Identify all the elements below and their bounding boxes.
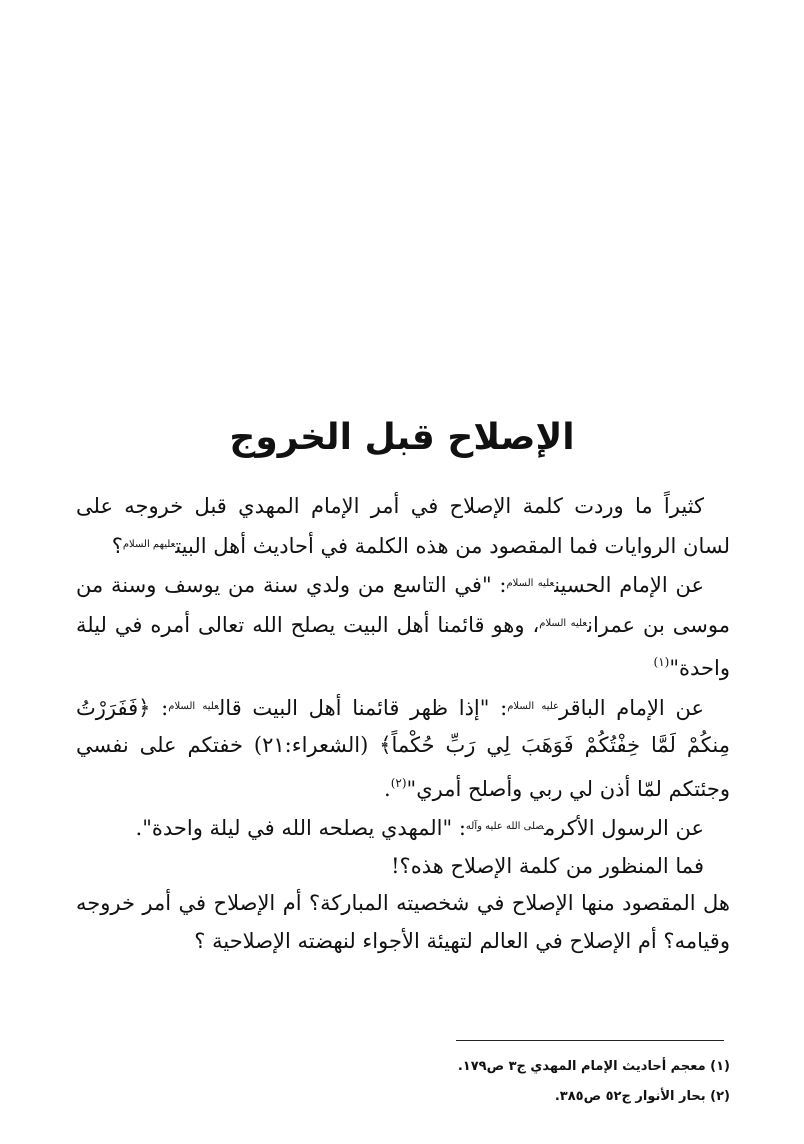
honorific-mark: عليه السلام (168, 700, 219, 712)
honorific-mark: عليه السلام (506, 578, 555, 589)
paragraph-hadith-hussein (76, 565, 730, 688)
question-mark: ؟ (111, 533, 123, 558)
chapter-title: الإصلاح قبل الخروج (229, 417, 575, 458)
paragraph-hadith-baqir (76, 688, 730, 809)
hadith-text: ، وهو قائمنا أهل البيت يصلح الله تعالى أمره في ليلة واحدة" (76, 612, 730, 680)
hadith-text: : "في التاسع من ولدي سنة من يوسف وسنة من موسى بن عمران (76, 573, 730, 637)
honorific-mark: عليهم السلام (122, 538, 176, 550)
narrator-label: عن الرسول الأكرم (543, 816, 704, 840)
honorific-mark: صلى الله عليه وآله (465, 821, 544, 832)
paragraph-intro-text: كثيراً ما وردت كلمة الإصلاح في أمر الإمام المهدي قبل خروجه على لسان الروايات فما المقصود من هذه الكلمة في أحاديث أهل البيت (76, 494, 730, 558)
paragraph-intro (76, 488, 730, 565)
footnote-1: (١) معجم أحاديث الإمام المهدي ج٣ ص١٧٩. (457, 1059, 730, 1074)
paragraph-question: فما المنظور من كلمة الإصلاح هذه؟! (391, 853, 704, 878)
honorific-mark: عليه السلام (539, 617, 588, 629)
paragraph-questions-list: هل المقصود منها الإصلاح في شخصيته المباركة؟ أم الإصلاح في أمر خروجه وقيامه؟ أم الإصلاح في العالم لتهيئة الأجواء لنهضته الإصلاحية ؟ (76, 891, 730, 953)
period-mark: . (384, 776, 391, 801)
hadith-text: : ﴿فَفَرَرْتُ مِنكُمْ لَمَّا خِفْتُكُمْ فَوَهَبَ لِي رَبِّ حُكْماً﴾ (الشعراء:٢١) خفتكم على نفسي وجئتكم لمّا أذن لي ربي وأصلح أمري" (76, 695, 730, 801)
narrator-label: عن الإمام الباقر (559, 695, 704, 720)
hadith-text: : "إذا ظهر قائمنا أهل البيت قال (218, 695, 508, 720)
footnote-2: (٢) بحار الأنوار ج٥٢ ص٣٨٥. (554, 1089, 730, 1104)
honorific-mark: عليه السلام (507, 700, 559, 712)
body-text (76, 488, 730, 960)
footnote-ref-2: (٢) (390, 775, 407, 790)
footnote-ref-1: (١) (653, 655, 670, 669)
footnote-divider (456, 1040, 724, 1041)
hadith-text: : "المهدي يصلحه الله في ليلة واحدة". (135, 816, 466, 840)
narrator-label: عن الإمام الحسين (554, 573, 704, 597)
paragraph-hadith-prophet (76, 808, 730, 848)
footnotes (76, 1052, 730, 1112)
